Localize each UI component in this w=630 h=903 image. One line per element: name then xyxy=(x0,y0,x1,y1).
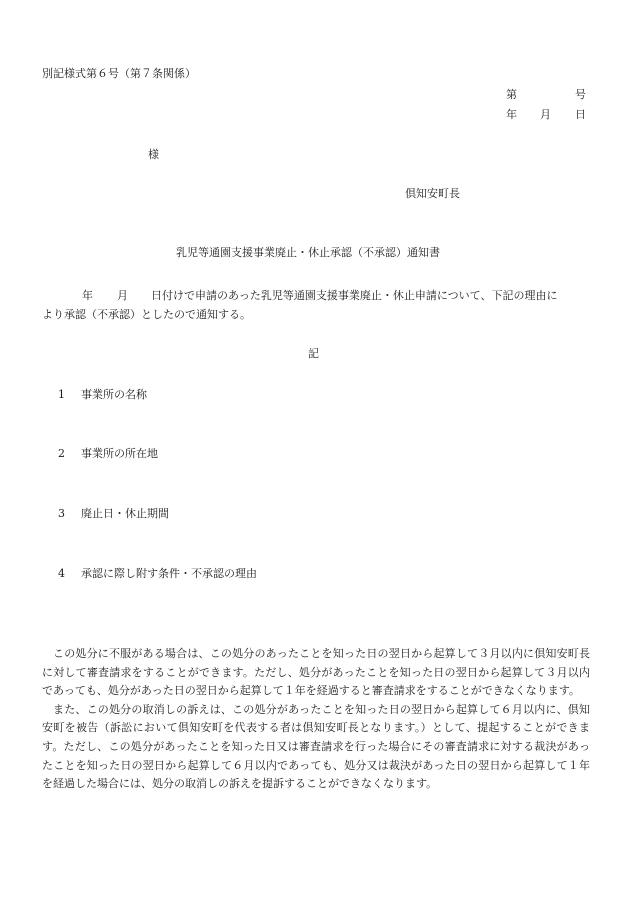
appeal-notice-paragraph-2: また、この処分の取消しの訴えは、この処分があったことを知った日の翌日から起算して６月以内に、倶知安町を被告（訴訟において倶知安町を代表する者は倶知安町長となります。）として、提起することができます。ただし、この処分があったことを知った日又は審査請求を行った場合にその審査請求に対する裁決があったことを知った日の翌日から起算して６月以内であっても、処分又は裁決があった日の翌日から起算して１年を経過した場合には、処分の取消しの訴えを提訴することができなくなります。 xyxy=(42,702,590,791)
ki-heading: 記 xyxy=(308,347,319,360)
appeal-notice xyxy=(42,645,590,794)
date-month-label: 月 xyxy=(540,108,551,121)
body-text-line1: 日付けで申請のあった乳児等通園支援事業廃止・休止申請について、下記の理由に xyxy=(151,289,558,302)
number-go-label: 号 xyxy=(575,88,586,101)
date-day-label: 日 xyxy=(575,108,586,121)
item-label-1: 事業所の名称 xyxy=(81,388,147,401)
form-label: 別記様式第６号（第７条関係） xyxy=(42,67,196,80)
body-month-label: 月 xyxy=(117,289,128,302)
number-dai-label: 第 xyxy=(506,88,517,101)
body-text-line2: より承認（不承認）としたので通知する。 xyxy=(42,308,251,321)
document-title: 乳児等通園支援事業廃止・休止承認（不承認）通知書 xyxy=(176,246,440,259)
item-label-4: 承認に際し附す条件・不承認の理由 xyxy=(81,567,257,580)
item-number-3: 3 xyxy=(58,507,65,520)
body-year-label: 年 xyxy=(82,289,93,302)
appeal-notice-paragraph-1: この処分に不服がある場合は、この処分のあったことを知った日の翌日から起算して３月以内に倶知安町長に対して審査請求をすることができます。ただし、処分があったことを知った日の翌日から起算して３月以内であっても、処分があった日の翌日から起算して１年を経過すると審査請求をすることができなくなります。 xyxy=(42,647,590,698)
item-number-1: 1 xyxy=(58,388,65,401)
addressee-sama: 様 xyxy=(148,148,159,161)
item-number-2: 2 xyxy=(58,447,65,460)
item-label-3: 廃止日・休止期間 xyxy=(81,507,169,520)
item-label-2: 事業所の所在地 xyxy=(81,447,158,460)
date-year-label: 年 xyxy=(506,108,517,121)
item-number-4: 4 xyxy=(58,567,65,580)
sender-name: 倶知安町長 xyxy=(405,187,460,200)
